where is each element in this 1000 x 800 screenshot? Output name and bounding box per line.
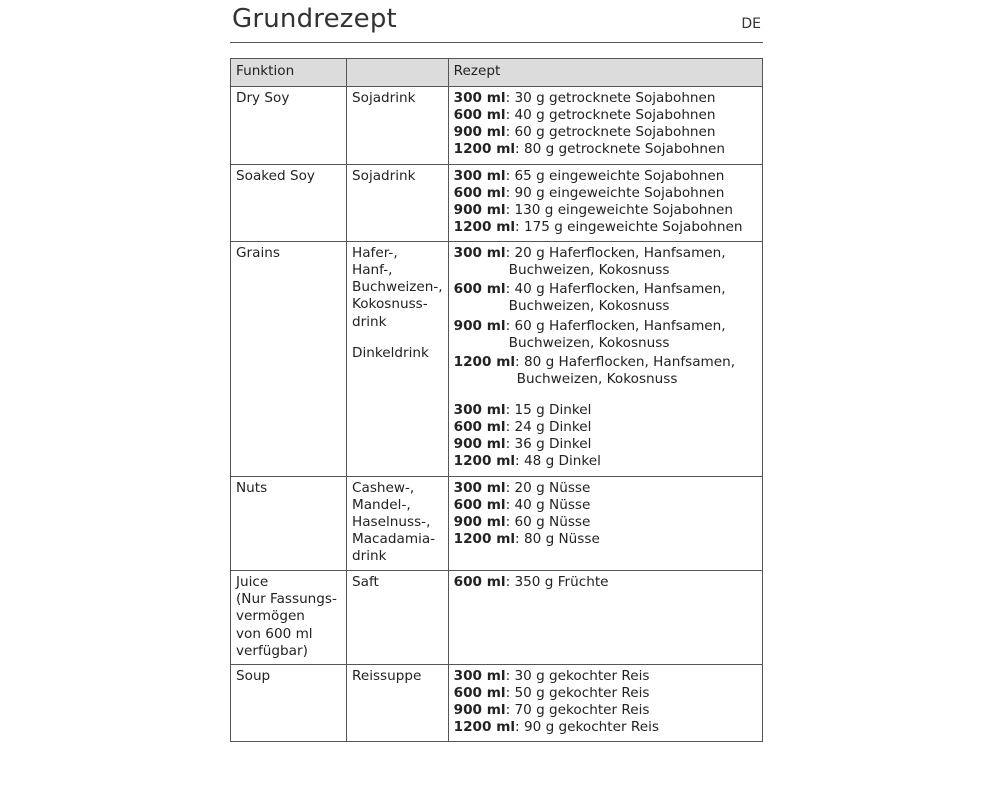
drink-name: Saft [352, 574, 379, 591]
drink-cell [347, 87, 449, 165]
recipe-amount: 600 ml [453, 281, 506, 298]
recipe-line [454, 668, 757, 685]
recipe-amount: 900 ml [453, 436, 506, 453]
recipe-ingredient: : 65 g eingeweichte Sojabohnen [505, 167, 725, 184]
recipe-ingredient: : 80 g Haferflocken, Hanfsamen, [515, 353, 736, 370]
recipe-line [454, 402, 757, 419]
rezept-cell [448, 571, 762, 665]
recipe-amount: 900 ml [453, 702, 506, 718]
recipe-line [454, 318, 757, 335]
recipe-ingredient: : 90 g gekochter Reis [515, 719, 659, 736]
recipe-line [454, 202, 757, 219]
recipe-amount: 900 ml [453, 201, 506, 218]
recipe-amount: 1200 ml [453, 218, 516, 235]
funktion-cell: Soaked Soy [231, 164, 347, 242]
recipe-group [454, 245, 757, 388]
recipe-amount: 600 ml [453, 107, 506, 124]
recipe-ingredient: : 80 g Nüsse [515, 530, 600, 547]
language-code: DE [741, 16, 761, 32]
drink-cell [347, 164, 449, 242]
recipe-line [454, 281, 757, 298]
drink-name: Cashew-, Mandel-, Haselnuss-, Macadamia- drink [352, 479, 436, 564]
recipe-amount: 1200 ml [453, 719, 516, 736]
recipe-line [454, 124, 757, 141]
recipe-ingredient: : 40 g Haferflocken, Hanfsamen, [505, 281, 726, 298]
recipe-ingredient: : 30 g gekochter Reis [505, 667, 650, 684]
recipe-amount: 300 ml [453, 479, 506, 496]
recipe-line [454, 354, 757, 371]
drink-name: Reissuppe [352, 667, 422, 684]
drink-name: Dinkeldrink [352, 344, 429, 361]
rezept-cell [448, 476, 762, 571]
recipe-line [454, 514, 757, 531]
recipe-line [454, 185, 757, 202]
recipe-line [454, 453, 757, 470]
recipe-line [454, 531, 757, 548]
recipe-line [454, 219, 757, 236]
drink-cell [347, 476, 449, 571]
table-row [231, 164, 763, 242]
recipe-ingredient: : 175 g eingeweichte Sojabohnen [515, 218, 743, 235]
recipe-line [454, 685, 757, 702]
recipe-line [454, 107, 757, 124]
recipe-ingredient: : 60 g Haferflocken, Hanfsamen, [505, 317, 726, 334]
recipe-ingredient: : 60 g getrocknete Sojabohnen [505, 124, 716, 141]
recipe-group [454, 90, 757, 159]
recipe-line [454, 436, 757, 453]
recipe-group [454, 168, 757, 237]
recipe-table-body [231, 87, 763, 742]
drink-name: Sojadrink [352, 167, 416, 184]
page-header [230, 0, 763, 43]
recipe-ingredient: : 80 g getrocknete Sojabohnen [515, 141, 725, 158]
recipe-amount: 300 ml [453, 245, 506, 261]
recipe-line [454, 141, 757, 158]
rezept-cell [448, 164, 762, 242]
drink-cell [347, 242, 449, 477]
recipe-line [454, 419, 757, 436]
recipe-ingredient: : 40 g getrocknete Sojabohnen [505, 107, 716, 124]
recipe-amount: 900 ml [453, 317, 506, 334]
column-header-funktion: Funktion [231, 59, 347, 87]
funktion-cell: Juice (Nur Fassungs- vermögen von 600 ml verfügbar) [231, 571, 347, 665]
drink-cell [347, 664, 449, 742]
recipe-ingredient: : 48 g Dinkel [515, 453, 601, 470]
rezept-cell [448, 87, 762, 165]
recipe-line [454, 168, 757, 185]
recipe-ingredient: : 36 g Dinkel [505, 436, 592, 453]
recipe-amount: 1200 ml [453, 453, 516, 470]
recipe-amount: 300 ml [453, 667, 506, 684]
recipe-group [454, 480, 757, 549]
recipe-amount: 900 ml [453, 513, 506, 530]
recipe-ingredient: : 20 g Nüsse [505, 479, 591, 496]
recipe-line [454, 702, 757, 719]
recipe-ingredient: : 15 g Dinkel [505, 402, 592, 418]
table-row [231, 571, 763, 665]
recipe-line [454, 497, 757, 514]
recipe-ingredient: : 130 g eingeweichte Sojabohnen [505, 201, 734, 218]
recipe-ingredient-continuation: Buchweizen, Kokosnuss [508, 334, 670, 351]
recipe-group [454, 574, 757, 591]
recipe-amount: 900 ml [453, 124, 506, 141]
recipe-amount: 1200 ml [453, 353, 516, 370]
recipe-ingredient: : 350 g Früchte [505, 574, 609, 591]
recipe-ingredient: : 20 g Haferflocken, Hanfsamen, [505, 245, 726, 261]
recipe-ingredient-continuation: Buchweizen, Kokosnuss [508, 298, 670, 315]
recipe-line [454, 574, 757, 591]
recipe-amount: 600 ml [453, 496, 506, 513]
recipe-ingredient: : 70 g gekochter Reis [505, 702, 650, 718]
recipe-amount: 600 ml [453, 184, 506, 201]
recipe-amount: 600 ml [453, 419, 506, 436]
funktion-cell: Nuts [231, 476, 347, 571]
recipe-ingredient-continuation: Buchweizen, Kokosnuss [508, 262, 670, 279]
recipe-group [454, 668, 757, 737]
recipe-group [454, 402, 757, 471]
recipe-amount: 600 ml [453, 684, 506, 701]
recipe-line [454, 245, 757, 262]
table-row [231, 664, 763, 742]
drink-cell [347, 571, 449, 665]
recipe-ingredient: : 30 g getrocknete Sojabohnen [505, 90, 716, 106]
recipe-table [230, 58, 763, 742]
drink-name: Hafer-, Hanf-, Buchweizen-, Kokosnuss- drink [352, 245, 443, 330]
recipe-ingredient-continuation: Buchweizen, Kokosnuss [516, 370, 678, 387]
recipe-line [454, 90, 757, 107]
recipe-amount: 300 ml [453, 90, 506, 106]
column-header-drink [347, 59, 449, 87]
recipe-amount: 300 ml [453, 167, 506, 184]
rezept-cell [448, 242, 762, 477]
recipe-amount: 300 ml [453, 402, 506, 418]
funktion-cell: Grains [231, 242, 347, 477]
recipe-ingredient: : 90 g eingeweichte Sojabohnen [505, 184, 725, 201]
recipe-line [454, 480, 757, 497]
recipe-amount: 1200 ml [453, 141, 516, 158]
column-header-rezept: Rezept [448, 59, 762, 87]
drink-name: Sojadrink [352, 90, 416, 106]
page-title: Grundrezept [232, 4, 397, 34]
funktion-cell: Soup [231, 664, 347, 742]
rezept-cell [448, 664, 762, 742]
recipe-ingredient: : 40 g Nüsse [505, 496, 591, 513]
recipe-amount: 600 ml [453, 574, 506, 591]
recipe-ingredient: : 50 g gekochter Reis [505, 684, 650, 701]
table-header-row [231, 59, 763, 87]
recipe-line [454, 719, 757, 736]
funktion-cell: Dry Soy [231, 87, 347, 165]
table-row [231, 476, 763, 571]
recipe-amount: 1200 ml [453, 530, 516, 547]
recipe-ingredient: : 60 g Nüsse [505, 513, 591, 530]
table-row [231, 87, 763, 165]
table-row [231, 242, 763, 477]
recipe-ingredient: : 24 g Dinkel [505, 419, 592, 436]
